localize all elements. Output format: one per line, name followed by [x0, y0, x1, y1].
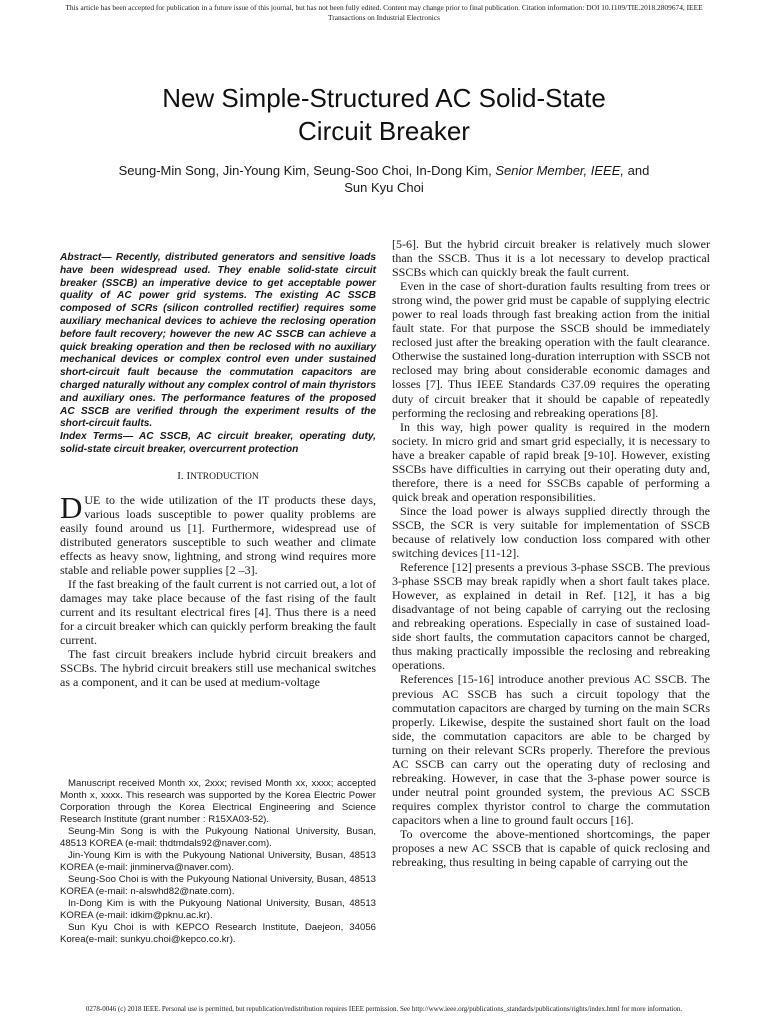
- footnote-author: In-Dong Kim is with the Pukyoung National University, Busan, 48513 KOREA (e-mail: idkim@pknu.ac.kr).: [60, 898, 376, 921]
- footnote-author: Jin-Young Kim is with the Pukyoung National University, Busan, 48513 KOREA (e-mail: jinminerva@naver.com).: [60, 850, 376, 873]
- header-note-line-1: This article has been accepted for publication in a future issue of this journal, but has not been fully edited. Content may change prior to final publication. Citation information: DOI 10.1109/TIE.2018.2809674, IEEE: [65, 3, 703, 12]
- copyright-footer: 0278-0046 (c) 2018 IEEE. Personal use is permitted, but republication/redistribution requires IEEE permission. See http://www.ieee.org/publications_standards/publications/rights/index.html for more information.: [85, 1005, 683, 1013]
- intro-paragraph-2: If the fast breaking of the fault current is not carried out, a lot of damages may take place because of the fast rising of the fault current and its resultant electrical fires [4]. Thus there is a need for a circuit breaker which can quickly perform breaking the fault current.: [60, 577, 376, 648]
- body-paragraph: Reference [12] presents a previous 3-phase SSCB. The previous 3-phase SSCB may break rapidly when a short fault takes place. However, as explained in detail in Ref. [12], it has a big disadvantage of not being capable of carrying out the reclosing and rebreaking operations. Especially in case of sustained load-side short faults, the commutation capacitors cannot be charged, thus making practically impossible the reclosing and rebreaking operations.: [392, 560, 710, 673]
- title-line-2: Circuit Breaker: [298, 116, 470, 146]
- body-paragraph: Even in the case of short-duration faults resulting from trees or strong wind, the power grid must be capable of supplying electric power to real loads through fast breaking action from the initial fault state. For that purpose the SSCB should be immediately reclosed just after the breaking operation with the fault clearance. Otherwise the sustained long-duration interruption with SSCB not reclosed may bring about considerable economic damages and losses [7]. Thus IEEE Standards C37.09 requires the operating duty of circuit breaker that it should be capable of repeatedly performing the reclosing and rebreaking operations [8].: [392, 279, 710, 420]
- author-line-1: [60, 162, 708, 179]
- footnote-manuscript: Manuscript received Month xx, 2xxx; revised Month xx, xxxx; accepted Month x, xxxx. This research was supported by the Korea Electric Power Corporation through the Korea Electrical Engineering and Science Research Institute (grant number : R15XA03-52).: [60, 778, 376, 825]
- footnote-author: Seung-Soo Choi is with the Pukyoung National University, Busan, 48513 KOREA (e-mail: n-alswhd82@nate.com).: [60, 874, 376, 897]
- author-line-2: Sun Kyu Choi: [344, 180, 424, 195]
- abstract: Abstract— Recently, distributed generators and sensitive loads have been widespread used. They enable solid-state circuit breaker (SSCB) an imperative device to get acceptable power quality of AC power grid systems. The existing AC SSCB composed of SCRs (silicon controlled rectifier) requires some auxiliary mechanical devices to achieve the reclosing operation before fault recovery; however the new AC SSCB can achieve a quick breaking operation and then be reclosed with no auxiliary mechanical devices or complex control even under sustained short-circuit fault because the commutation capacitors are charged naturally without any complex control of main thyristors and auxiliary ones. The performance features of the proposed AC SSCB are verified through the experiment results of the short-circuit faults.: [60, 252, 376, 430]
- body-paragraph: References [15-16] introduce another previous AC SSCB. The previous AC SSCB has such a circuit topology that the commutation capacitors are charged by turning on the main SCRs properly. Likewise, despite the sustained short fault on the load side, the commutation capacitors are able to be charged by turning on their relevant SCRs properly. Therefore the previous AC SSCB can carry out the operating duty of reclosing and rebreaking. However, in case that the 3-phase power source is under neutral point grounded system, the previous AC SSCB requires complex thyristor control to charge the commutation capacitors when a line to ground fault occurs [16].: [392, 672, 710, 827]
- footnote-author: Seung-Min Song is with the Pukyoung National University, Busan, 48513 KOREA (e-mail: thdtmdals92@naver.com).: [60, 826, 376, 849]
- drop-cap: D: [60, 489, 83, 525]
- author-conjunction: and: [627, 163, 650, 178]
- section-title-initial: I: [186, 469, 191, 482]
- paper-title: [40, 82, 728, 148]
- intro-paragraph-1: [60, 489, 376, 577]
- body-paragraph: [5-6]. But the hybrid circuit breaker is relatively much slower than the SSCB. Thus it is a lot necessary to develop practical SSCBs which can quickly break the fault current.: [392, 237, 710, 280]
- header-note-line-2: Transactions on Industrial Electronics: [327, 13, 440, 22]
- intro-paragraph-1-text: UE to the wide utilization of the IT products these days, various loads susceptible to power quality problems are easily found around us [1]. Furthermore, widespread use of distributed generators susceptible to such weather and climate effects as heavy snow, lightning, and strong wind requires more stable and reliable power supplies [2 –3].: [60, 492, 376, 577]
- section-heading-introduction: [60, 470, 376, 484]
- footnote-author: Sun Kyu Choi is with KEPCO Research Institute, Daejeon, 34056 Korea(e-mail: sunkyu.choi@kepco.co.kr).: [60, 922, 376, 945]
- journal-header-note: [20, 3, 748, 23]
- body-paragraph: In this way, high power quality is required in the modern society. In micro grid and smart grid especially, it is necessary to have a breaker capable of rapid break [9-10]. However, existing SSCBs have difficulties in carrying out their operating duty and, therefore, there is a need for SSCBs capable of performing a quick break and operation responsibilities.: [392, 419, 710, 504]
- title-line-1: New Simple-Structured AC Solid-State: [162, 83, 606, 113]
- right-column: [392, 237, 710, 869]
- author-membership: Senior Member, IEEE,: [495, 163, 625, 178]
- left-column: [60, 252, 376, 689]
- footnotes: [60, 778, 376, 946]
- section-numeral: I.: [177, 469, 184, 482]
- body-paragraph: To overcome the above-mentioned shortcomings, the paper proposes a new AC SSCB that is capable of quick reclosing and rebreaking, thus resulting in being capable of carrying out the: [392, 826, 710, 870]
- body-paragraph: Since the load power is always supplied directly through the SSCB, the SCR is very suitable for implementation of SSCB because of relatively low conduction loss compared with other switching devices [11-12].: [392, 503, 710, 561]
- author-list: [60, 162, 708, 196]
- author-names: Seung-Min Song, Jin-Young Kim, Seung-Soo Choi, In-Dong Kim,: [118, 163, 492, 178]
- section-title-rest: NTRODUCTION: [190, 471, 259, 482]
- intro-paragraph-3: The fast circuit breakers include hybrid circuit breakers and SSCBs. The hybrid circuit breakers still use mechanical switches as a component, and it can be used at medium-voltage: [60, 647, 376, 690]
- index-terms: Index Terms— AC SSCB, AC circuit breaker, operating duty, solid-state circuit breaker, overcurrent protection: [60, 431, 376, 455]
